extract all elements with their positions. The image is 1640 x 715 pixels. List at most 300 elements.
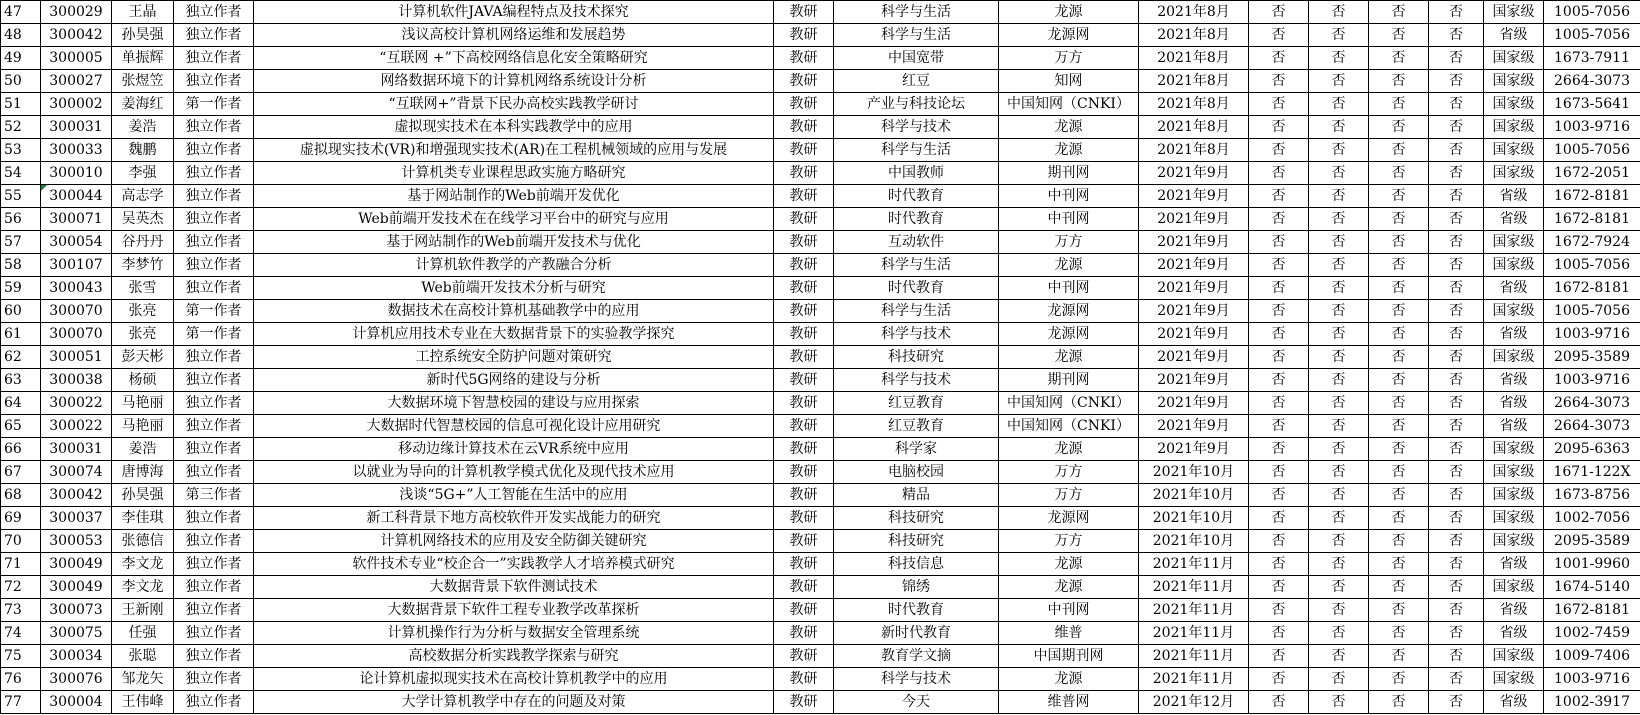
cell-journal-name[interactable]: 红豆教育 [834,392,999,415]
cell-author-role[interactable]: 独立作者 [174,116,254,139]
cell-database[interactable]: 万方 [999,231,1139,254]
cell-author-role[interactable]: 第三作者 [174,484,254,507]
cell-staff-id[interactable]: 300031 [41,116,112,139]
cell-flag-c[interactable]: 否 [1369,415,1429,438]
cell-journal-name[interactable]: 科学与技术 [834,116,999,139]
cell-row-number[interactable]: 69 [1,507,41,530]
cell-paper-title[interactable]: 以就业为导向的计算机教学模式优化及现代技术应用 [254,461,774,484]
cell-paper-title[interactable]: 基于网站制作的Web前端开发技术与优化 [254,231,774,254]
cell-flag-d[interactable]: 否 [1429,323,1484,346]
cell-database[interactable]: 龙源网 [999,300,1139,323]
cell-author-role[interactable]: 独立作者 [174,438,254,461]
cell-journal-name[interactable]: 科学与生活 [834,24,999,47]
cell-journal-level[interactable]: 国家级 [1484,231,1544,254]
cell-issn[interactable]: 1001-9960 [1544,553,1640,576]
cell-issn[interactable]: 1671-122X [1544,461,1640,484]
cell-publish-date[interactable]: 2021年9月 [1139,392,1249,415]
cell-flag-b[interactable]: 否 [1309,369,1369,392]
cell-author-name[interactable]: 彭天彬 [112,346,174,369]
cell-journal-name[interactable]: 科学与技术 [834,323,999,346]
cell-journal-level[interactable]: 国家级 [1484,300,1544,323]
cell-author-name[interactable]: 魏鹏 [112,139,174,162]
cell-flag-b[interactable]: 否 [1309,392,1369,415]
cell-issn[interactable]: 1672-8181 [1544,208,1640,231]
cell-author-name[interactable]: 张德信 [112,530,174,553]
cell-flag-b[interactable]: 否 [1309,438,1369,461]
cell-author-name[interactable]: 张亮 [112,300,174,323]
cell-flag-c[interactable]: 否 [1369,1,1429,24]
cell-publish-date[interactable]: 2021年10月 [1139,507,1249,530]
cell-publish-date[interactable]: 2021年11月 [1139,622,1249,645]
cell-author-name[interactable]: 马艳丽 [112,392,174,415]
cell-publish-date[interactable]: 2021年9月 [1139,300,1249,323]
cell-flag-c[interactable]: 否 [1369,645,1429,668]
cell-journal-level[interactable]: 国家级 [1484,507,1544,530]
cell-issn[interactable]: 1673-5641 [1544,93,1640,116]
cell-flag-c[interactable]: 否 [1369,323,1429,346]
cell-paper-title[interactable]: 浅议高校计算机网络运维和发展趋势 [254,24,774,47]
cell-flag-d[interactable]: 否 [1429,668,1484,691]
cell-paper-title[interactable]: 计算机类专业课程思政实施方略研究 [254,162,774,185]
cell-publish-date[interactable]: 2021年8月 [1139,70,1249,93]
cell-issn[interactable]: 1009-7406 [1544,645,1640,668]
cell-author-name[interactable]: 李梦竹 [112,254,174,277]
cell-database[interactable]: 龙源 [999,1,1139,24]
cell-author-role[interactable]: 独立作者 [174,185,254,208]
cell-paper-title[interactable]: Web前端开发技术分析与研究 [254,277,774,300]
cell-flag-a[interactable]: 否 [1249,254,1309,277]
cell-flag-b[interactable]: 否 [1309,645,1369,668]
cell-paper-title[interactable]: 大数据环境下智慧校园的建设与应用探索 [254,392,774,415]
cell-flag-c[interactable]: 否 [1369,346,1429,369]
cell-journal-level[interactable]: 国家级 [1484,346,1544,369]
cell-author-name[interactable]: 李文龙 [112,553,174,576]
cell-category[interactable]: 教研 [774,47,834,70]
cell-staff-id[interactable]: 300043 [41,277,112,300]
cell-journal-name[interactable]: 科学与生活 [834,139,999,162]
cell-flag-a[interactable]: 否 [1249,24,1309,47]
cell-flag-c[interactable]: 否 [1369,70,1429,93]
cell-author-name[interactable]: 张雪 [112,277,174,300]
cell-journal-level[interactable]: 省级 [1484,599,1544,622]
cell-database[interactable]: 龙源网 [999,323,1139,346]
cell-staff-id[interactable]: 300005 [41,47,112,70]
cell-author-name[interactable]: 高志学 [112,185,174,208]
cell-journal-name[interactable]: 科技研究 [834,507,999,530]
cell-category[interactable]: 教研 [774,553,834,576]
cell-journal-level[interactable]: 国家级 [1484,139,1544,162]
cell-flag-d[interactable]: 否 [1429,484,1484,507]
cell-publish-date[interactable]: 2021年8月 [1139,116,1249,139]
cell-row-number[interactable]: 76 [1,668,41,691]
cell-journal-level[interactable]: 省级 [1484,323,1544,346]
cell-journal-name[interactable]: 科学与技术 [834,668,999,691]
cell-database[interactable]: 中刊网 [999,208,1139,231]
cell-paper-title[interactable]: 网络数据环境下的计算机网络系统设计分析 [254,70,774,93]
cell-publish-date[interactable]: 2021年8月 [1139,93,1249,116]
cell-journal-level[interactable]: 国家级 [1484,70,1544,93]
cell-row-number[interactable]: 77 [1,691,41,714]
cell-issn[interactable]: 1005-7056 [1544,1,1640,24]
cell-issn[interactable]: 2095-3589 [1544,530,1640,553]
cell-flag-d[interactable]: 否 [1429,553,1484,576]
cell-row-number[interactable]: 49 [1,47,41,70]
cell-author-role[interactable]: 独立作者 [174,645,254,668]
cell-publish-date[interactable]: 2021年9月 [1139,208,1249,231]
cell-category[interactable]: 教研 [774,116,834,139]
cell-flag-a[interactable]: 否 [1249,208,1309,231]
cell-row-number[interactable]: 59 [1,277,41,300]
cell-publish-date[interactable]: 2021年11月 [1139,668,1249,691]
cell-paper-title[interactable]: 论计算机虚拟现实技术在高校计算机教学中的应用 [254,668,774,691]
cell-category[interactable]: 教研 [774,392,834,415]
cell-flag-c[interactable]: 否 [1369,231,1429,254]
cell-flag-d[interactable]: 否 [1429,93,1484,116]
cell-publish-date[interactable]: 2021年8月 [1139,24,1249,47]
cell-category[interactable]: 教研 [774,162,834,185]
cell-flag-b[interactable]: 否 [1309,277,1369,300]
cell-row-number[interactable]: 67 [1,461,41,484]
cell-paper-title[interactable]: “互联网 +”下高校网络信息化安全策略研究 [254,47,774,70]
cell-flag-d[interactable]: 否 [1429,24,1484,47]
cell-flag-c[interactable]: 否 [1369,438,1429,461]
cell-flag-c[interactable]: 否 [1369,185,1429,208]
cell-flag-a[interactable]: 否 [1249,185,1309,208]
cell-category[interactable]: 教研 [774,461,834,484]
cell-staff-id[interactable]: 300042 [41,484,112,507]
cell-author-name[interactable]: 李佳琪 [112,507,174,530]
cell-author-name[interactable]: 吴英杰 [112,208,174,231]
cell-row-number[interactable]: 47 [1,1,41,24]
cell-staff-id[interactable]: 300029 [41,1,112,24]
cell-flag-d[interactable]: 否 [1429,1,1484,24]
cell-flag-b[interactable]: 否 [1309,24,1369,47]
cell-paper-title[interactable]: 浅谈“5G+”人工智能在生活中的应用 [254,484,774,507]
cell-flag-b[interactable]: 否 [1309,691,1369,714]
cell-flag-a[interactable]: 否 [1249,438,1309,461]
cell-staff-id[interactable]: 300107 [41,254,112,277]
cell-author-role[interactable]: 第一作者 [174,300,254,323]
cell-flag-d[interactable]: 否 [1429,208,1484,231]
cell-journal-name[interactable]: 科学与技术 [834,369,999,392]
cell-category[interactable]: 教研 [774,231,834,254]
cell-issn[interactable]: 1005-7056 [1544,24,1640,47]
cell-journal-level[interactable]: 国家级 [1484,484,1544,507]
cell-author-role[interactable]: 独立作者 [174,254,254,277]
cell-paper-title[interactable]: 计算机操作行为分析与数据安全管理系统 [254,622,774,645]
cell-author-role[interactable]: 第一作者 [174,323,254,346]
cell-author-name[interactable]: 姜海红 [112,93,174,116]
cell-row-number[interactable]: 51 [1,93,41,116]
cell-row-number[interactable]: 65 [1,415,41,438]
cell-flag-b[interactable]: 否 [1309,507,1369,530]
cell-journal-name[interactable]: 时代教育 [834,277,999,300]
cell-category[interactable]: 教研 [774,438,834,461]
cell-author-name[interactable]: 张亮 [112,323,174,346]
cell-issn[interactable]: 1005-7056 [1544,139,1640,162]
cell-publish-date[interactable]: 2021年9月 [1139,323,1249,346]
cell-flag-b[interactable]: 否 [1309,70,1369,93]
cell-flag-a[interactable]: 否 [1249,622,1309,645]
cell-flag-d[interactable]: 否 [1429,185,1484,208]
cell-staff-id[interactable]: 300010 [41,162,112,185]
cell-issn[interactable]: 1674-5140 [1544,576,1640,599]
cell-staff-id[interactable]: 300053 [41,530,112,553]
cell-issn[interactable]: 1003-9716 [1544,668,1640,691]
cell-author-name[interactable]: 邹龙矢 [112,668,174,691]
cell-journal-level[interactable]: 国家级 [1484,530,1544,553]
cell-publish-date[interactable]: 2021年9月 [1139,162,1249,185]
cell-database[interactable]: 龙源 [999,553,1139,576]
cell-issn[interactable]: 2664-3073 [1544,392,1640,415]
cell-category[interactable]: 教研 [774,70,834,93]
cell-flag-d[interactable]: 否 [1429,231,1484,254]
cell-flag-b[interactable]: 否 [1309,576,1369,599]
cell-author-role[interactable]: 独立作者 [174,47,254,70]
cell-database[interactable]: 龙源网 [999,507,1139,530]
cell-journal-level[interactable]: 国家级 [1484,461,1544,484]
cell-issn[interactable]: 1672-7924 [1544,231,1640,254]
cell-author-name[interactable]: 马艳丽 [112,415,174,438]
cell-row-number[interactable]: 68 [1,484,41,507]
cell-staff-id[interactable]: 300004 [41,691,112,714]
cell-author-name[interactable]: 王晶 [112,1,174,24]
cell-category[interactable]: 教研 [774,1,834,24]
cell-publish-date[interactable]: 2021年9月 [1139,254,1249,277]
cell-paper-title[interactable]: 基于网站制作的Web前端开发优化 [254,185,774,208]
cell-flag-b[interactable]: 否 [1309,461,1369,484]
cell-author-role[interactable]: 独立作者 [174,70,254,93]
cell-author-role[interactable]: 独立作者 [174,507,254,530]
cell-flag-c[interactable]: 否 [1369,139,1429,162]
cell-author-role[interactable]: 独立作者 [174,530,254,553]
cell-author-role[interactable]: 独立作者 [174,139,254,162]
cell-author-role[interactable]: 独立作者 [174,576,254,599]
cell-flag-b[interactable]: 否 [1309,484,1369,507]
cell-database[interactable]: 万方 [999,461,1139,484]
cell-author-role[interactable]: 独立作者 [174,622,254,645]
cell-flag-b[interactable]: 否 [1309,208,1369,231]
cell-flag-b[interactable]: 否 [1309,622,1369,645]
cell-author-name[interactable]: 姜浩 [112,116,174,139]
cell-journal-name[interactable]: 电脑校园 [834,461,999,484]
cell-publish-date[interactable]: 2021年9月 [1139,346,1249,369]
cell-flag-c[interactable]: 否 [1369,392,1429,415]
cell-flag-b[interactable]: 否 [1309,47,1369,70]
cell-flag-c[interactable]: 否 [1369,507,1429,530]
cell-row-number[interactable]: 63 [1,369,41,392]
cell-flag-b[interactable]: 否 [1309,93,1369,116]
cell-paper-title[interactable]: 计算机网络技术的应用及安全防御关键研究 [254,530,774,553]
cell-flag-b[interactable]: 否 [1309,530,1369,553]
cell-author-role[interactable]: 独立作者 [174,231,254,254]
cell-issn[interactable]: 2664-3073 [1544,415,1640,438]
cell-staff-id[interactable]: 300049 [41,576,112,599]
cell-database[interactable]: 知网 [999,70,1139,93]
cell-flag-b[interactable]: 否 [1309,1,1369,24]
cell-paper-title[interactable]: 软件技术专业“校企合一”实践教学人才培养模式研究 [254,553,774,576]
cell-flag-a[interactable]: 否 [1249,507,1309,530]
cell-category[interactable]: 教研 [774,277,834,300]
cell-flag-d[interactable]: 否 [1429,622,1484,645]
cell-row-number[interactable]: 71 [1,553,41,576]
cell-flag-b[interactable]: 否 [1309,116,1369,139]
cell-category[interactable]: 教研 [774,369,834,392]
cell-journal-level[interactable]: 国家级 [1484,93,1544,116]
cell-author-role[interactable]: 独立作者 [174,392,254,415]
cell-journal-name[interactable]: 中国教师 [834,162,999,185]
cell-flag-a[interactable]: 否 [1249,277,1309,300]
cell-row-number[interactable]: 70 [1,530,41,553]
cell-journal-name[interactable]: 互动软件 [834,231,999,254]
cell-journal-level[interactable]: 国家级 [1484,116,1544,139]
cell-database[interactable]: 期刊网 [999,369,1139,392]
cell-publish-date[interactable]: 2021年9月 [1139,438,1249,461]
cell-publish-date[interactable]: 2021年8月 [1139,47,1249,70]
cell-flag-c[interactable]: 否 [1369,484,1429,507]
cell-paper-title[interactable]: 大数据背景下软件测试技术 [254,576,774,599]
cell-flag-c[interactable]: 否 [1369,24,1429,47]
cell-flag-b[interactable]: 否 [1309,599,1369,622]
cell-flag-a[interactable]: 否 [1249,369,1309,392]
cell-flag-c[interactable]: 否 [1369,93,1429,116]
cell-author-name[interactable]: 张聪 [112,645,174,668]
cell-database[interactable]: 龙源 [999,139,1139,162]
cell-flag-d[interactable]: 否 [1429,369,1484,392]
cell-staff-id[interactable]: 300042 [41,24,112,47]
cell-flag-c[interactable]: 否 [1369,208,1429,231]
cell-flag-a[interactable]: 否 [1249,576,1309,599]
cell-staff-id[interactable]: 300033 [41,139,112,162]
cell-journal-name[interactable]: 今天 [834,691,999,714]
cell-category[interactable]: 教研 [774,599,834,622]
cell-journal-level[interactable]: 国家级 [1484,576,1544,599]
cell-row-number[interactable]: 72 [1,576,41,599]
cell-flag-a[interactable]: 否 [1249,93,1309,116]
cell-paper-title[interactable]: 虚拟现实技术(VR)和增强现实技术(AR)在工程机械领域的应用与发展 [254,139,774,162]
cell-author-role[interactable]: 独立作者 [174,369,254,392]
cell-database[interactable]: 龙源 [999,668,1139,691]
cell-row-number[interactable]: 60 [1,300,41,323]
cell-paper-title[interactable]: 新工科背景下地方高校软件开发实战能力的研究 [254,507,774,530]
cell-author-role[interactable]: 独立作者 [174,346,254,369]
cell-issn[interactable]: 1005-7056 [1544,254,1640,277]
cell-journal-level[interactable]: 省级 [1484,691,1544,714]
cell-flag-b[interactable]: 否 [1309,139,1369,162]
cell-author-name[interactable]: 张煜笠 [112,70,174,93]
cell-row-number[interactable]: 61 [1,323,41,346]
cell-issn[interactable]: 1002-7056 [1544,507,1640,530]
cell-issn[interactable]: 1003-9716 [1544,369,1640,392]
cell-issn[interactable]: 1672-8181 [1544,599,1640,622]
cell-journal-level[interactable]: 省级 [1484,369,1544,392]
cell-paper-title[interactable]: 虚拟现实技术在本科实践教学中的应用 [254,116,774,139]
cell-journal-level[interactable]: 省级 [1484,553,1544,576]
cell-issn[interactable]: 2095-6363 [1544,438,1640,461]
cell-journal-level[interactable]: 省级 [1484,415,1544,438]
cell-journal-name[interactable]: 新时代教育 [834,622,999,645]
cell-flag-c[interactable]: 否 [1369,254,1429,277]
cell-staff-id[interactable]: 300002 [41,93,112,116]
cell-flag-d[interactable]: 否 [1429,599,1484,622]
cell-flag-a[interactable]: 否 [1249,668,1309,691]
cell-staff-id[interactable]: 300070 [41,323,112,346]
cell-flag-d[interactable]: 否 [1429,576,1484,599]
cell-flag-c[interactable]: 否 [1369,553,1429,576]
cell-category[interactable]: 教研 [774,507,834,530]
cell-row-number[interactable]: 50 [1,70,41,93]
cell-journal-name[interactable]: 锦绣 [834,576,999,599]
cell-row-number[interactable]: 53 [1,139,41,162]
cell-category[interactable]: 教研 [774,185,834,208]
cell-staff-id[interactable]: 300022 [41,415,112,438]
cell-category[interactable]: 教研 [774,645,834,668]
cell-publish-date[interactable]: 2021年9月 [1139,415,1249,438]
cell-journal-level[interactable]: 省级 [1484,277,1544,300]
cell-flag-a[interactable]: 否 [1249,231,1309,254]
cell-flag-b[interactable]: 否 [1309,553,1369,576]
cell-issn[interactable]: 2095-3589 [1544,346,1640,369]
cell-row-number[interactable]: 57 [1,231,41,254]
cell-flag-b[interactable]: 否 [1309,231,1369,254]
cell-flag-c[interactable]: 否 [1369,668,1429,691]
cell-database[interactable]: 龙源 [999,116,1139,139]
cell-database[interactable]: 维普 [999,622,1139,645]
cell-author-name[interactable]: 杨硕 [112,369,174,392]
cell-publish-date[interactable]: 2021年9月 [1139,185,1249,208]
cell-category[interactable]: 教研 [774,254,834,277]
cell-paper-title[interactable]: “互联网+”背景下民办高校实践教学研讨 [254,93,774,116]
cell-publish-date[interactable]: 2021年10月 [1139,461,1249,484]
cell-author-name[interactable]: 孙昊强 [112,484,174,507]
cell-journal-name[interactable]: 教育学文摘 [834,645,999,668]
cell-journal-level[interactable]: 省级 [1484,392,1544,415]
cell-paper-title[interactable]: Web前端开发技术在在线学习平台中的研究与应用 [254,208,774,231]
cell-database[interactable]: 维普网 [999,691,1139,714]
cell-row-number[interactable]: 73 [1,599,41,622]
cell-database[interactable]: 龙源 [999,254,1139,277]
cell-journal-name[interactable]: 科学与生活 [834,254,999,277]
cell-staff-id[interactable]: 300031 [41,438,112,461]
cell-author-role[interactable]: 独立作者 [174,1,254,24]
cell-flag-d[interactable]: 否 [1429,162,1484,185]
cell-journal-name[interactable]: 科技研究 [834,530,999,553]
cell-flag-c[interactable]: 否 [1369,162,1429,185]
cell-issn[interactable]: 1673-7911 [1544,47,1640,70]
cell-journal-name[interactable]: 时代教育 [834,599,999,622]
cell-flag-c[interactable]: 否 [1369,116,1429,139]
cell-author-role[interactable]: 独立作者 [174,208,254,231]
cell-paper-title[interactable]: 计算机应用技术专业在大数据背景下的实验教学探究 [254,323,774,346]
cell-journal-level[interactable]: 国家级 [1484,668,1544,691]
cell-flag-a[interactable]: 否 [1249,392,1309,415]
cell-author-name[interactable]: 唐博海 [112,461,174,484]
cell-paper-title[interactable]: 移动边缘计算技术在云VR系统中应用 [254,438,774,461]
cell-flag-c[interactable]: 否 [1369,691,1429,714]
cell-row-number[interactable]: 75 [1,645,41,668]
cell-paper-title[interactable]: 计算机软件教学的产教融合分析 [254,254,774,277]
cell-row-number[interactable]: 56 [1,208,41,231]
cell-staff-id[interactable]: 300037 [41,507,112,530]
cell-flag-a[interactable]: 否 [1249,116,1309,139]
cell-paper-title[interactable]: 高校数据分析实践教学探索与研究 [254,645,774,668]
cell-database[interactable]: 期刊网 [999,162,1139,185]
cell-database[interactable]: 万方 [999,530,1139,553]
cell-paper-title[interactable]: 数据技术在高校计算机基础教学中的应用 [254,300,774,323]
cell-flag-a[interactable]: 否 [1249,599,1309,622]
cell-flag-a[interactable]: 否 [1249,691,1309,714]
cell-author-name[interactable]: 王新刚 [112,599,174,622]
